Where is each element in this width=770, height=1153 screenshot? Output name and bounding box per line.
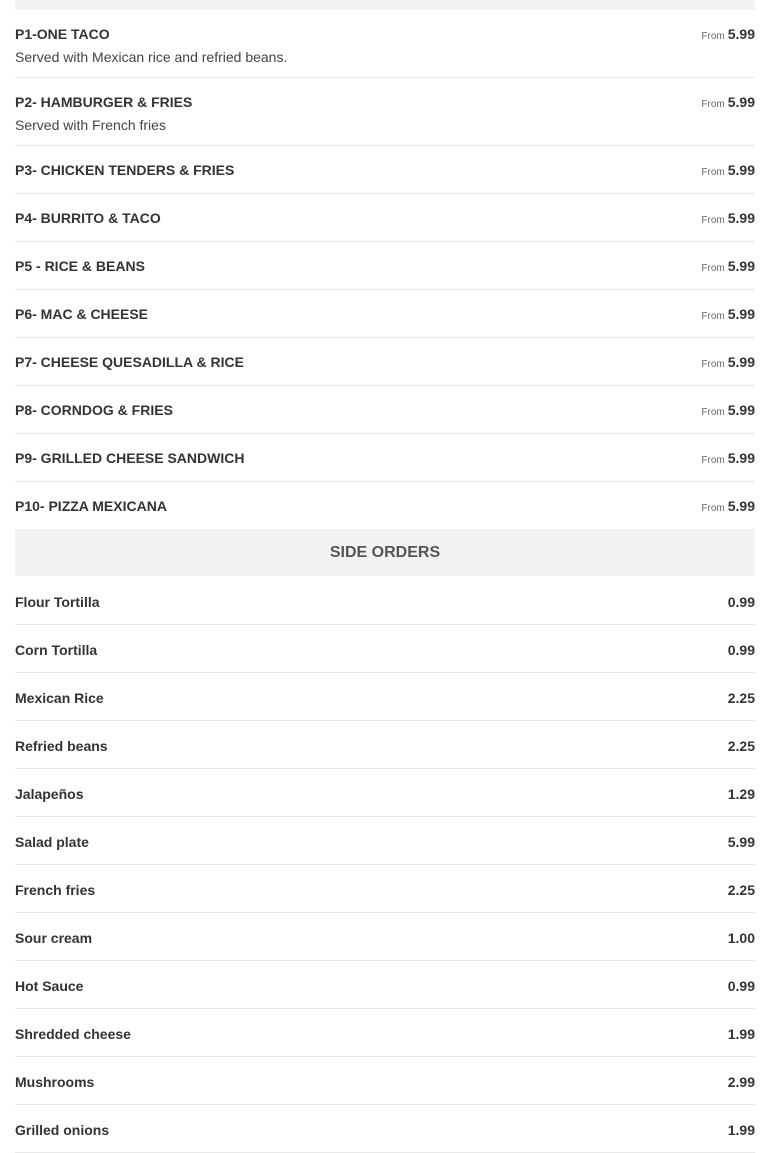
side-item-sour-cream[interactable] bbox=[15, 913, 755, 961]
item-name: Sour cream bbox=[15, 930, 93, 946]
side-item-corn-tortilla[interactable] bbox=[15, 625, 755, 673]
item-price bbox=[701, 306, 755, 325]
item-name: Grilled onions bbox=[15, 1122, 110, 1138]
side-item-jalapenos[interactable] bbox=[15, 769, 755, 817]
price-value: 5.99 bbox=[727, 306, 755, 322]
item-name: P8- CORNDOG & FRIES bbox=[15, 402, 173, 418]
menu-item-p3[interactable] bbox=[15, 146, 755, 194]
item-price bbox=[701, 354, 755, 373]
item-name: P9- GRILLED CHEESE SANDWICH bbox=[15, 450, 245, 466]
menu-item-p9[interactable] bbox=[15, 434, 755, 482]
menu-item-p8[interactable] bbox=[15, 386, 755, 434]
price-from-label: From bbox=[701, 311, 725, 322]
price-value: 5.99 bbox=[727, 162, 755, 178]
item-price: 1.00 bbox=[727, 930, 755, 946]
menu-item-p10[interactable] bbox=[15, 482, 755, 529]
item-price: 0.99 bbox=[727, 642, 755, 658]
price-from-label: From bbox=[701, 407, 725, 418]
menu-item-p7[interactable] bbox=[15, 338, 755, 386]
item-price: 2.25 bbox=[727, 882, 755, 898]
item-name: Flour Tortilla bbox=[15, 594, 100, 610]
item-price bbox=[701, 258, 755, 277]
item-name: P1-ONE TACO bbox=[15, 26, 110, 42]
menu-item-p2[interactable] bbox=[15, 78, 755, 146]
item-price: 2.99 bbox=[727, 1074, 755, 1090]
item-price bbox=[701, 162, 755, 181]
item-name: P10- PIZZA MEXICANA bbox=[15, 498, 167, 514]
price-value: 5.99 bbox=[727, 94, 755, 110]
side-item-grilled-onions[interactable] bbox=[15, 1105, 755, 1153]
item-price: 1.99 bbox=[727, 1122, 755, 1138]
price-value: 5.99 bbox=[727, 498, 755, 514]
side-item-shredded-cheese[interactable] bbox=[15, 1009, 755, 1057]
item-price bbox=[701, 210, 755, 229]
item-name: P4- BURRITO & TACO bbox=[15, 210, 161, 226]
price-from-label: From bbox=[701, 99, 725, 110]
kids-menu-list bbox=[15, 10, 755, 529]
item-name: P3- CHICKEN TENDERS & FRIES bbox=[15, 162, 235, 178]
side-item-salad-plate[interactable] bbox=[15, 817, 755, 865]
price-value: 5.99 bbox=[727, 210, 755, 226]
side-item-mushrooms[interactable] bbox=[15, 1057, 755, 1105]
item-name: Corn Tortilla bbox=[15, 642, 98, 658]
item-price bbox=[701, 26, 755, 45]
menu-item-p5[interactable] bbox=[15, 242, 755, 290]
side-orders-header: SIDE ORDERS bbox=[15, 529, 755, 576]
price-from-label: From bbox=[701, 359, 725, 370]
item-price bbox=[701, 94, 755, 113]
section-header-previous bbox=[15, 0, 755, 10]
item-description: Served with French fries bbox=[15, 117, 166, 133]
item-name: P5 - RICE & BEANS bbox=[15, 258, 145, 274]
item-name: P7- CHEESE QUESADILLA & RICE bbox=[15, 354, 244, 370]
item-name: Mushrooms bbox=[15, 1074, 95, 1090]
item-price: 5.99 bbox=[727, 834, 755, 850]
item-name: Shredded cheese bbox=[15, 1026, 131, 1042]
menu-item-p4[interactable] bbox=[15, 194, 755, 242]
price-value: 5.99 bbox=[727, 354, 755, 370]
side-item-hot-sauce[interactable] bbox=[15, 961, 755, 1009]
item-name: Hot Sauce bbox=[15, 978, 84, 994]
item-name: Jalapeños bbox=[15, 786, 84, 802]
item-name: Salad plate bbox=[15, 834, 89, 850]
menu-item-p1[interactable] bbox=[15, 10, 755, 78]
price-from-label: From bbox=[701, 167, 725, 178]
item-price: 1.99 bbox=[727, 1026, 755, 1042]
item-price: 0.99 bbox=[727, 978, 755, 994]
item-description: Served with Mexican rice and refried beans. bbox=[15, 49, 288, 65]
item-price: 0.99 bbox=[727, 594, 755, 610]
item-name: Mexican Rice bbox=[15, 690, 104, 706]
item-price: 2.25 bbox=[727, 690, 755, 706]
side-item-french-fries[interactable] bbox=[15, 865, 755, 913]
price-from-label: From bbox=[701, 31, 725, 42]
item-name: Refried beans bbox=[15, 738, 108, 754]
item-price: 1.29 bbox=[727, 786, 755, 802]
price-value: 5.99 bbox=[727, 258, 755, 274]
side-orders-list bbox=[15, 577, 755, 1153]
side-item-flour-tortilla[interactable] bbox=[15, 577, 755, 625]
item-price bbox=[701, 498, 755, 517]
price-value: 5.99 bbox=[727, 450, 755, 466]
price-from-label: From bbox=[701, 455, 725, 466]
price-value: 5.99 bbox=[727, 402, 755, 418]
item-name: P2- HAMBURGER & FRIES bbox=[15, 94, 193, 110]
item-price bbox=[701, 402, 755, 421]
price-from-label: From bbox=[701, 503, 725, 514]
item-price bbox=[701, 450, 755, 469]
item-name: French fries bbox=[15, 882, 96, 898]
side-item-mexican-rice[interactable] bbox=[15, 673, 755, 721]
menu-item-p6[interactable] bbox=[15, 290, 755, 338]
item-name: P6- MAC & CHEESE bbox=[15, 306, 149, 322]
side-item-refried-beans[interactable] bbox=[15, 721, 755, 769]
price-from-label: From bbox=[701, 215, 725, 226]
price-from-label: From bbox=[701, 263, 725, 274]
price-value: 5.99 bbox=[727, 26, 755, 42]
item-price: 2.25 bbox=[727, 738, 755, 754]
